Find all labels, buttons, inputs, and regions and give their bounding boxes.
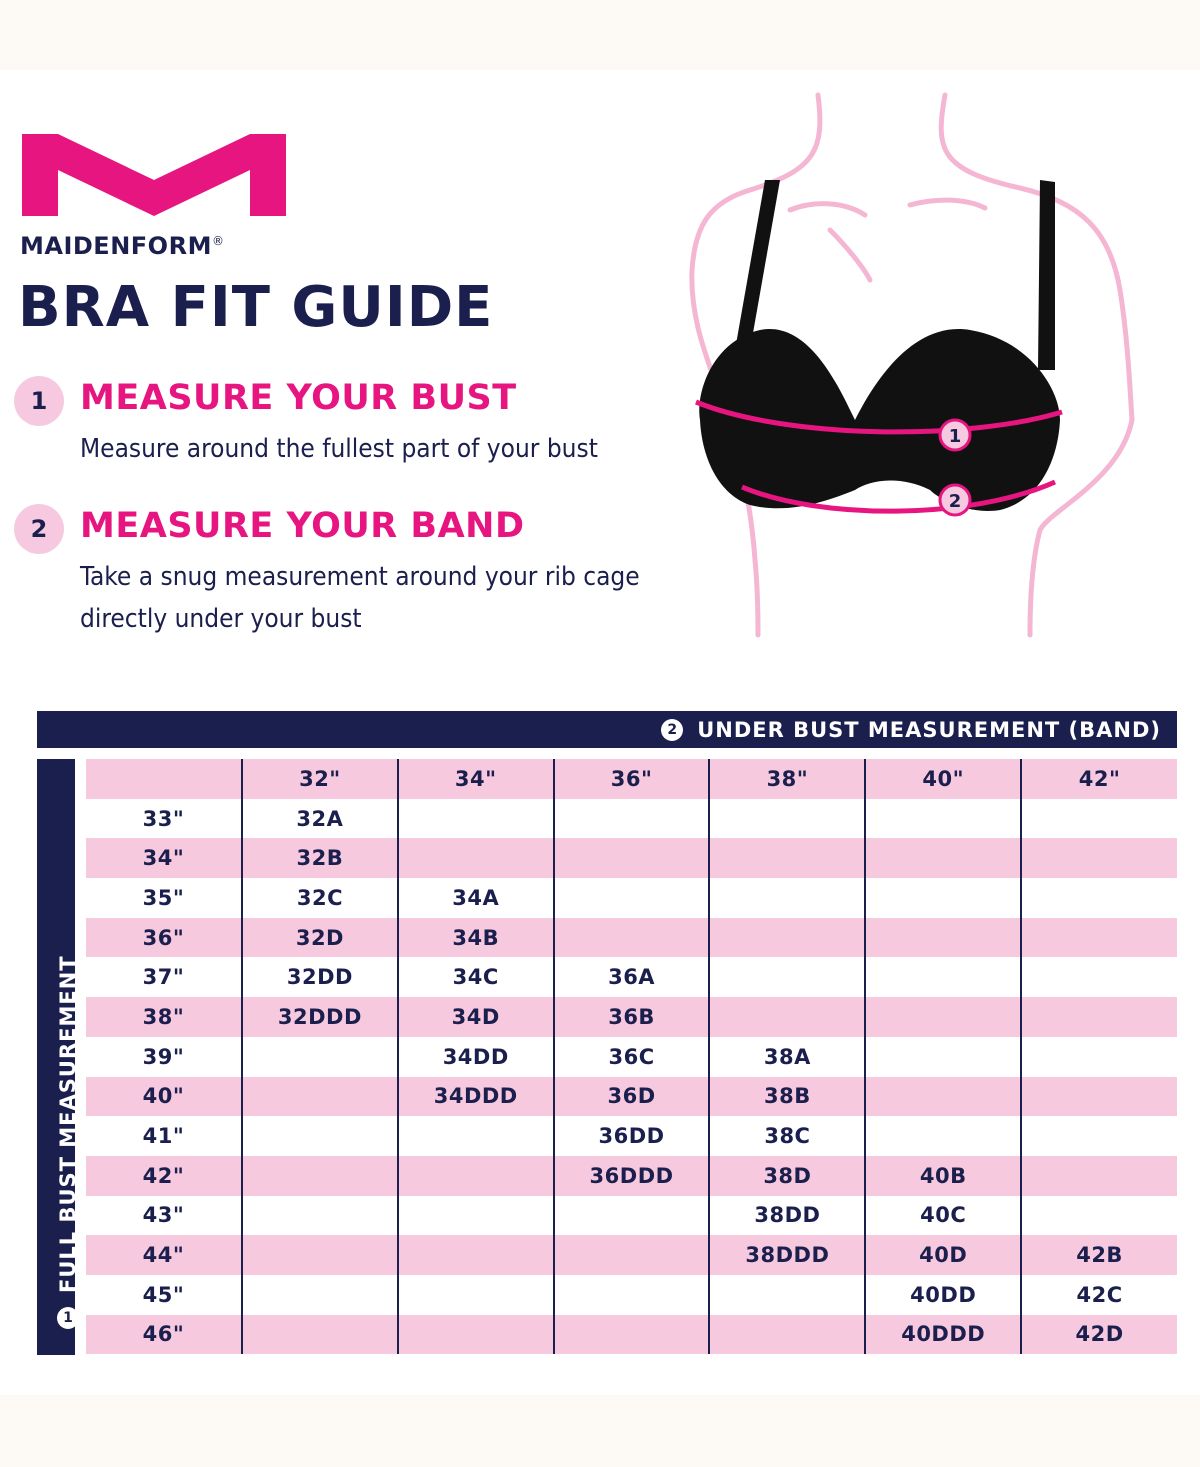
bust-badge: 1: [57, 1307, 79, 1329]
bra-size-cell: 32D: [242, 918, 398, 958]
bra-size-cell: [865, 1077, 1021, 1117]
fit-guide-page: [0, 70, 1200, 1395]
page-title: BRA FIT GUIDE: [18, 275, 494, 340]
band-size-header: 32": [242, 759, 398, 799]
bust-size-cell: 42": [86, 1156, 242, 1196]
bra-size-cell: [398, 1116, 554, 1156]
bra-size-cell: 38C: [709, 1116, 865, 1156]
bra-size-cell: [865, 1037, 1021, 1077]
table-row: [86, 997, 1177, 1037]
bra-size-cell: 40DDD: [865, 1315, 1021, 1355]
band-size-header: 34": [398, 759, 554, 799]
bra-size-cell: [1021, 1196, 1177, 1236]
bra-size-cell: 34B: [398, 918, 554, 958]
table-row: [86, 1235, 1177, 1275]
bust-size-cell: 36": [86, 918, 242, 958]
bra-size-cell: [865, 957, 1021, 997]
bra-size-cell: 34D: [398, 997, 554, 1037]
bra-size-cell: 36DD: [554, 1116, 710, 1156]
table-row: [86, 1315, 1177, 1355]
bra-size-cell: 36D: [554, 1077, 710, 1117]
bra-size-cell: [1021, 1037, 1177, 1077]
step-description: Take a snug measurement around your rib cage directly under your bust: [80, 562, 640, 634]
size-chart-table: [86, 759, 1177, 1354]
bra-size-cell: 42C: [1021, 1275, 1177, 1315]
bra-size-cell: [242, 1315, 398, 1355]
bra-size-cell: [709, 918, 865, 958]
table-header-row: [86, 759, 1177, 799]
band-header-label: UNDER BUST MEASUREMENT (BAND): [697, 717, 1161, 742]
bra-size-cell: 32A: [242, 799, 398, 839]
band-badge: 2: [661, 719, 683, 741]
bra-size-cell: [865, 799, 1021, 839]
bra-size-cell: [1021, 838, 1177, 878]
bra-size-cell: [554, 1235, 710, 1275]
table-row: [86, 1077, 1177, 1117]
bra-size-cell: [398, 1315, 554, 1355]
band-size-header: 40": [865, 759, 1021, 799]
bra-size-cell: [709, 838, 865, 878]
bra-size-cell: 38D: [709, 1156, 865, 1196]
step-heading: MEASURE YOUR BAND: [80, 506, 525, 546]
bra-size-cell: [554, 799, 710, 839]
bra-size-cell: [865, 997, 1021, 1037]
bra-size-cell: [554, 1275, 710, 1315]
bra-size-cell: [1021, 918, 1177, 958]
bra-size-cell: [554, 838, 710, 878]
step-heading: MEASURE YOUR BUST: [80, 378, 517, 418]
bra-size-cell: [242, 1235, 398, 1275]
bra-size-cell: 38DD: [709, 1196, 865, 1236]
header-corner-cell: [86, 759, 242, 799]
bra-size-cell: [709, 1315, 865, 1355]
bust-header-label-group: [56, 955, 80, 1329]
bra-size-cell: 32DDD: [242, 997, 398, 1037]
bra-size-cell: [865, 1116, 1021, 1156]
bust-size-cell: 37": [86, 957, 242, 997]
bra-size-cell: 34A: [398, 878, 554, 918]
bra-size-cell: 38DDD: [709, 1235, 865, 1275]
bra-size-cell: 36C: [554, 1037, 710, 1077]
bra-size-cell: [554, 1196, 710, 1236]
bra-size-cell: [1021, 878, 1177, 918]
bra-size-cell: [242, 1037, 398, 1077]
brand-name: MAIDENFORM®: [20, 232, 225, 260]
table-row: [86, 957, 1177, 997]
table-row: [86, 1116, 1177, 1156]
bra-size-cell: [398, 1275, 554, 1315]
table-row: [86, 918, 1177, 958]
bra-size-cell: 36A: [554, 957, 710, 997]
bra-size-cell: [242, 1275, 398, 1315]
bra-size-cell: 32DD: [242, 957, 398, 997]
bra-size-cell: [1021, 1156, 1177, 1196]
bra-size-cell: [398, 1196, 554, 1236]
bra-size-cell: [709, 799, 865, 839]
bust-size-cell: 35": [86, 878, 242, 918]
table-row: [86, 1275, 1177, 1315]
table-row: [86, 1037, 1177, 1077]
bra-size-cell: [709, 957, 865, 997]
step-number-badge: 1: [14, 376, 64, 426]
bra-size-cell: [709, 997, 865, 1037]
bra-size-cell: [709, 878, 865, 918]
bra-size-cell: [554, 1315, 710, 1355]
bra-size-cell: [1021, 1077, 1177, 1117]
bra-size-cell: [709, 1275, 865, 1315]
table-row: [86, 838, 1177, 878]
bra-size-cell: [242, 1196, 398, 1236]
bust-size-cell: 38": [86, 997, 242, 1037]
bra-size-cell: 40DD: [865, 1275, 1021, 1315]
table-row: [86, 1156, 1177, 1196]
step-description: Measure around the fullest part of your bust: [80, 434, 598, 464]
table-row: [86, 1196, 1177, 1236]
bust-size-cell: 40": [86, 1077, 242, 1117]
bust-header-label: FULL BUST MEASUREMENT: [56, 955, 80, 1293]
band-line-marker: 2: [948, 491, 962, 512]
bra-size-cell: [1021, 957, 1177, 997]
bra-size-cell: 32C: [242, 878, 398, 918]
maidenform-logo-icon: [18, 130, 290, 220]
bra-size-cell: 34DD: [398, 1037, 554, 1077]
bust-size-cell: 34": [86, 838, 242, 878]
step-number-badge: 2: [14, 504, 64, 554]
band-size-header: 38": [709, 759, 865, 799]
bra-size-cell: [242, 1156, 398, 1196]
bra-size-cell: 40D: [865, 1235, 1021, 1275]
bra-size-cell: [1021, 1116, 1177, 1156]
bra-size-cell: 42B: [1021, 1235, 1177, 1275]
bra-size-cell: [242, 1116, 398, 1156]
bra-size-cell: [242, 1077, 398, 1117]
bust-size-cell: 43": [86, 1196, 242, 1236]
bra-size-cell: 34DDD: [398, 1077, 554, 1117]
bust-size-cell: 39": [86, 1037, 242, 1077]
band-size-header: 42": [1021, 759, 1177, 799]
bra-size-cell: [865, 918, 1021, 958]
bust-size-cell: 44": [86, 1235, 242, 1275]
bra-size-cell: 36DDD: [554, 1156, 710, 1196]
bra-size-cell: [398, 1235, 554, 1275]
bra-size-cell: [1021, 997, 1177, 1037]
bra-size-cell: 40C: [865, 1196, 1021, 1236]
bra-size-cell: [865, 838, 1021, 878]
bra-size-cell: [398, 1156, 554, 1196]
bra-size-cell: 38B: [709, 1077, 865, 1117]
bra-size-cell: [554, 878, 710, 918]
bra-size-cell: 42D: [1021, 1315, 1177, 1355]
bra-size-cell: [865, 878, 1021, 918]
band-size-header: 36": [554, 759, 710, 799]
bra-size-cell: [554, 918, 710, 958]
bra-size-cell: 40B: [865, 1156, 1021, 1196]
bra-size-cell: [398, 838, 554, 878]
band-header-bar: [37, 711, 1177, 748]
table-row: [86, 799, 1177, 839]
bust-size-cell: 33": [86, 799, 242, 839]
bra-size-cell: 32B: [242, 838, 398, 878]
bra-size-cell: [398, 799, 554, 839]
bust-size-cell: 41": [86, 1116, 242, 1156]
bra-measurement-illustration: [640, 90, 1200, 650]
bust-line-marker: 1: [948, 426, 962, 447]
bra-size-cell: [1021, 799, 1177, 839]
bra-size-cell: 36B: [554, 997, 710, 1037]
bust-size-cell: 46": [86, 1315, 242, 1355]
bust-size-cell: 45": [86, 1275, 242, 1315]
table-row: [86, 878, 1177, 918]
bra-size-cell: 34C: [398, 957, 554, 997]
bra-size-cell: 38A: [709, 1037, 865, 1077]
